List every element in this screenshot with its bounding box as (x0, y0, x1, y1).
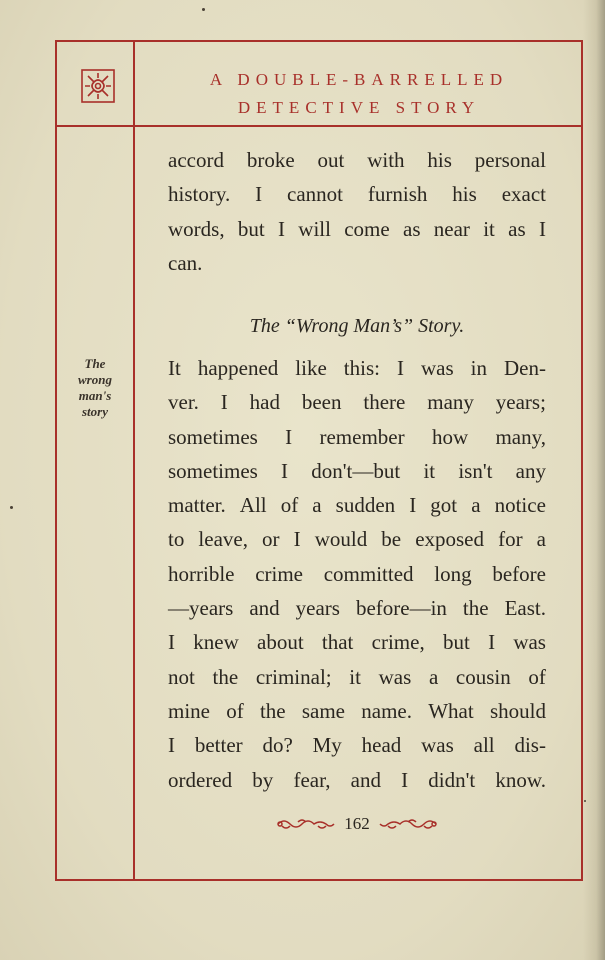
word: his (452, 182, 477, 207)
word: or (262, 527, 280, 552)
word: know. (495, 767, 546, 792)
word: Den- (504, 356, 546, 380)
word: years (295, 596, 340, 621)
running-header-line-1: A DOUBLE-BARRELLED (209, 70, 509, 89)
word: crime, (371, 630, 425, 655)
margin-note-line: story (82, 404, 108, 419)
word: isn't (458, 458, 493, 483)
word: had (249, 390, 280, 415)
word: got (430, 493, 458, 518)
text-line (168, 177, 546, 211)
text-line (168, 454, 546, 488)
word: near (433, 216, 470, 241)
word: by (252, 767, 274, 792)
word: horrible (168, 561, 235, 586)
word: sometimes (168, 458, 258, 483)
page-edge-shadow (583, 0, 605, 960)
text-line (168, 728, 546, 762)
word: I (396, 356, 404, 380)
word: before—in (355, 596, 447, 621)
word: how (431, 424, 469, 449)
word: I (488, 630, 496, 655)
word: personal (474, 148, 546, 172)
word: been (301, 390, 342, 415)
word: any (515, 458, 546, 483)
word: ver. (168, 390, 199, 415)
word: I (285, 424, 293, 449)
word: many, (495, 424, 546, 449)
paper-speck (584, 800, 586, 802)
word: remember (319, 424, 405, 449)
word: a (471, 493, 481, 518)
word: sudden (335, 493, 396, 518)
text-line (168, 143, 546, 177)
word: but (237, 216, 265, 241)
word: accord (168, 148, 224, 172)
text-line (168, 385, 546, 419)
word: as (508, 216, 526, 241)
text-line (168, 488, 546, 522)
word: many (427, 390, 474, 415)
word: fear, (293, 767, 331, 792)
word: but (442, 630, 470, 655)
word: was (378, 664, 412, 689)
word: out (317, 148, 345, 172)
ornament-icon (80, 68, 116, 104)
word: the (212, 664, 239, 689)
word: of (226, 698, 244, 723)
word: I (168, 733, 175, 758)
word: was (513, 630, 546, 655)
word: can. (168, 250, 203, 275)
word: furnish (367, 182, 428, 207)
word: It (168, 356, 181, 380)
word: ordered (168, 767, 233, 792)
paper-speck (10, 506, 13, 509)
text-line (168, 522, 546, 556)
word: the (462, 596, 489, 621)
word: I (220, 390, 228, 415)
word: this: (343, 356, 380, 380)
word: before (492, 561, 546, 586)
word: a (536, 527, 546, 552)
page-number: 162 (344, 814, 370, 833)
page-folio (168, 814, 546, 834)
left-flourish-icon (276, 816, 336, 832)
word: was (421, 733, 454, 758)
word: a (428, 664, 439, 689)
word: will (298, 216, 331, 241)
word: to (168, 527, 185, 552)
word: that (321, 630, 354, 655)
right-flourish-icon (378, 816, 438, 832)
word: didn't (428, 767, 476, 792)
section-heading: The “Wrong Man’s” Story. (249, 315, 465, 337)
paragraph-1 (168, 143, 546, 280)
word: mine (168, 698, 210, 723)
word: I (281, 458, 289, 483)
word: committed (323, 561, 414, 586)
word: better (194, 733, 243, 758)
word: and (350, 767, 381, 792)
text-line (168, 625, 546, 659)
text-line (168, 351, 546, 385)
word: I (168, 630, 175, 655)
text-line (168, 660, 546, 694)
paper-speck (202, 8, 205, 11)
word: East. (504, 596, 546, 621)
word: about (257, 630, 304, 655)
text-line (168, 246, 546, 280)
word: All (239, 493, 267, 518)
word: exposed (415, 527, 485, 552)
word: was (420, 356, 454, 380)
word: head (361, 733, 402, 758)
word: broke (246, 148, 295, 172)
word: there (363, 390, 406, 415)
word: words, (168, 216, 225, 241)
word: for (498, 527, 523, 552)
word: a (312, 493, 322, 518)
word: all (473, 733, 495, 758)
paragraph-2 (168, 351, 546, 797)
word: knew (193, 630, 239, 655)
word: I (409, 493, 417, 518)
word: do? (262, 733, 293, 758)
margin-note-line: wrong (78, 372, 112, 387)
word: name. (361, 698, 412, 723)
text-line (168, 694, 546, 728)
word: not (168, 664, 195, 689)
word: would (314, 527, 368, 552)
word: leave, (198, 527, 248, 552)
word: don't—but (311, 458, 401, 483)
word: I (401, 767, 409, 792)
word: sometimes (168, 424, 258, 449)
word: the (259, 698, 286, 723)
word: What (428, 698, 474, 723)
text-line (168, 591, 546, 625)
word: notice (494, 493, 546, 518)
word: dis- (514, 733, 546, 758)
margin-note-line: The (84, 356, 106, 371)
word: his (427, 148, 452, 172)
word: I (538, 216, 546, 241)
word: matter. (168, 493, 226, 518)
word: happened (197, 356, 279, 380)
word: My (312, 733, 342, 758)
word: like (295, 356, 327, 380)
word: of (280, 493, 299, 518)
word: exact (501, 182, 546, 207)
word: in (470, 356, 487, 380)
running-header (135, 66, 583, 122)
word: I (278, 216, 285, 241)
word: long (434, 561, 472, 586)
text-line (168, 763, 546, 797)
word: criminal; (255, 664, 332, 689)
text-line (168, 212, 546, 246)
word: should (489, 698, 546, 723)
word: it (483, 216, 495, 241)
word: it (349, 664, 361, 689)
word: as (403, 216, 421, 241)
word: cannot (287, 182, 343, 207)
header-rule (55, 125, 583, 127)
margin-note-line: man's (78, 388, 112, 403)
word: crime (255, 561, 304, 586)
text-line (168, 420, 546, 454)
word: and (249, 596, 280, 621)
margin-note (60, 356, 130, 420)
word: same (301, 698, 346, 723)
word: I (255, 182, 263, 207)
word: I (293, 527, 301, 552)
word: years; (495, 390, 546, 415)
word: of (528, 664, 546, 689)
text-line (168, 557, 546, 591)
word: be (381, 527, 402, 552)
word: it (423, 458, 436, 483)
word: —years (168, 596, 234, 621)
word: come (344, 216, 390, 241)
running-header-line-2: DETECTIVE STORY (237, 98, 481, 117)
word: history. (168, 182, 231, 207)
word: with (367, 148, 405, 172)
margin-rule (133, 40, 135, 881)
word: cousin (455, 664, 511, 689)
